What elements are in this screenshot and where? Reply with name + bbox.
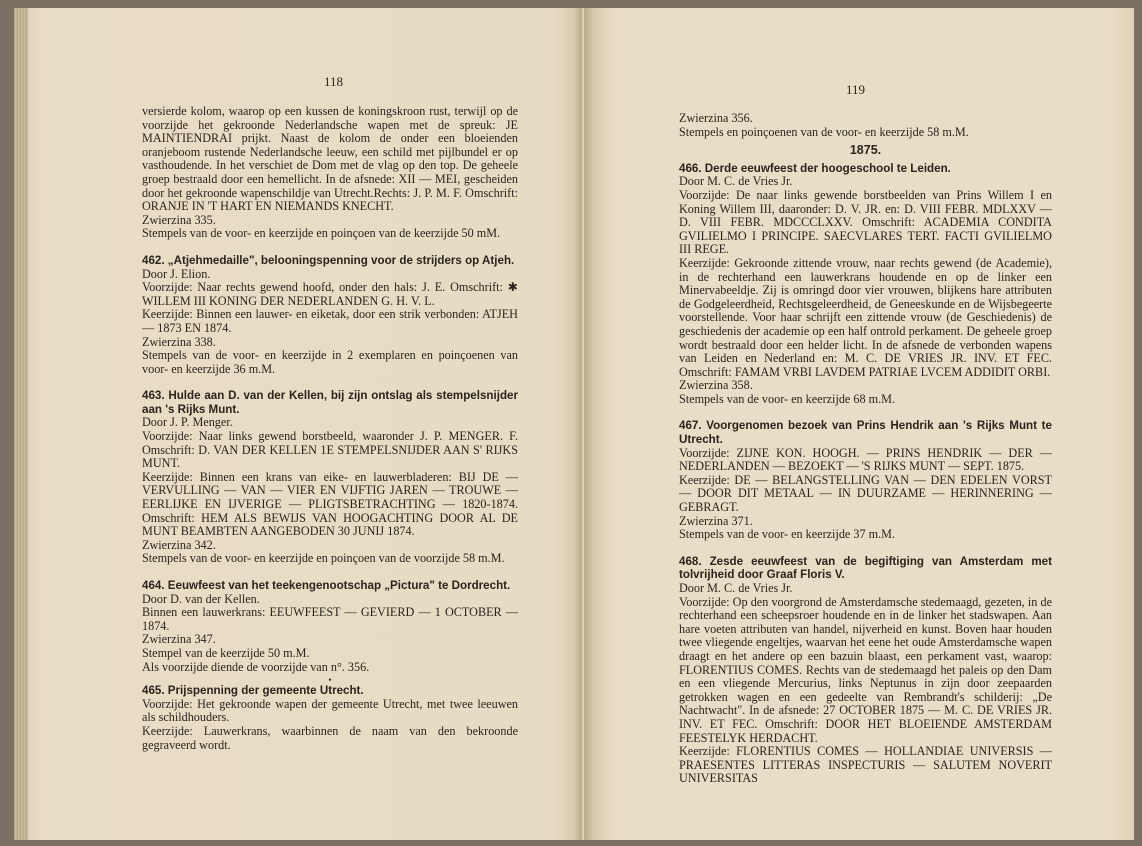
entry-line: Als voorzijde diende de voorzijde van n°. 356. (142, 659, 370, 674)
entry-line: Zwierzina 342. (142, 537, 216, 552)
left-page-text (142, 105, 518, 752)
paragraph: versierde kolom, waarop op een kussen de koningskroon rust, terwijl op de voorzijde het gekroonde Nederlandsche wapen met de spreuk: JE MAINTIENDRAI prijkt. Naast de kolom de onder een bloeienden oranjeboom rustende Nederlandsche leeuw, een schild met pijlbundel er op vasthoudende. In het verschiet de Dom met de vlag op den top. De geheele groep bestraald door een hemellicht. In de afsnede: XII — MEI, gescheiden door het gekroonde wapenschildje van Utrecht.Rechts: J. P. M. F. Omschrift: ORANJE IN 'T HART EN NIEMANDS KNECHT. (142, 104, 518, 214)
entry-line: Voorzijde: Naar links gewend borstbeeld, waaronder J. P. MENGER. F. Omschrift: D. VAN DER KELLEN 1E STEMPELSNIJDER AAN S' RIJKS MUNT. (142, 429, 518, 471)
entry-line: Voorzijde: Op den voorgrond de Amsterdamsche stedemaagd, gezeten, in de rechterhand een scheepsroer houdende en in de linker het stadswapen. Aan hare voeten attributen van handel, nijverheid en kunst. Boven haar houden twee vliegende engeltjes, waarvan het eene het oude Amsterdamsche wapen draagt en het andere op een bazuin blaast, een perkament vast, waarop: FLORENTIUS COMES. Rechts van de stedemaagd het paleis op den Dam en een vliegende Mercurius, links Neptunus in zijn door zeepaarden getrokken wagen en een gedeelte van Rembrandt's schilderij: „De Nachtwacht". In de afsnede: 27 OCTOBER 1875 — M. C. DE VRIES JR. INV. ET FEC. Omschrift: DOOR HET BLOEIENDE AMSTERDAM FEESTELYK HERDACHT. (679, 594, 1052, 745)
entry-heading-463: 463. Hulde aan D. van der Kellen, bij zijn ontslag als stempelsnijder aan 's Rijks Munt. (142, 389, 518, 416)
entry-heading-468: 468. Zesde eeuwfeest van de begiftiging van Amsterdam met tolvrijheid door Graaf Floris V. (679, 554, 1052, 582)
entry-line: Zwierzina 338. (142, 334, 216, 349)
entry-line: Voorzijde: De naar links gewende borstbeelden van Prins Willem I en Koning Willem III, daaronder: D. V. JR. en: D. VIII FEBR. MDLXXV — D. VIII FEBR. MDCCCLXXV. Omschrift: ACADEMIA CONDITA GVILIELMO I PRINCIPE. SAECVLARES TERT. FACTI GVILIELMO III REGE. (679, 187, 1052, 257)
entry-line: Binnen een lauwerkrans: EEUWFEEST — GEVIERD — 1 OCTOBER — 1874. (142, 605, 518, 633)
entry-line: Voorzijde: Naar rechts gewend hoofd, onder den hals: J. E. Omschrift: ✱ WILLEM III KONING DER NEDERLANDEN G. H. V. L. (142, 280, 518, 308)
entry-line: Keerzijde: Gekroonde zittende vrouw, naar rechts gewend (de Academie), in de rechterhand een lauwerkrans houdende en op de linker een Minervabeeldje. Zij is omringd door vier vrouwen, blijkens hare attributen de Godgeleerdheid, Rechtsgeleerdheid, de Geneeskunde en de Wijsbegeerte voorstellende. Voor haar schrijft een zittende vrouw (de Geschiedenis) de geschiedenis der academie op een half ontrold perkament. De geheele groep wordt bestraald door een helder licht. In de afsnede de verbonden wapens van Leiden en Nederland en: M. C. DE VRIES JR. INV. ET FEC. Omschrift: FAMAM VRBI LAVDEM PATRIAE LVCEM ADDIDIT ORBI. (679, 255, 1052, 379)
book-spread (14, 8, 1134, 840)
entry-heading-465: 465. Prijspenning der gemeente Utrecht. (142, 684, 364, 698)
entry-line: Stempels van de voor- en keerzijde 37 m.M. (679, 527, 896, 542)
entry-heading-467: 467. Voorgenomen bezoek van Prins Hendrik aan 's Rijks Munt te Utrecht. (679, 419, 1052, 447)
paragraph: Stempels en poinçoenen van de voor- en keerzijde 58 m.M. (679, 124, 969, 139)
entry-line: Keerzijde: Binnen een krans van eike- en lauwerbladeren: BIJ DE — VERVULLING — VAN — VIER EN VIJFTIG JAREN — TROUWE — EERLIJKE EN IJVERIGE — PLIGTSBETRACHTING — 1820-1874. Omschrift: HEM ALS BEWIJS VAN HOOGACHTING DOOR AL DE MUNT BEAMBTEN AANGEBODEN 30 JUNIJ 1874. (142, 469, 518, 539)
paragraph: Zwierzina 356. (679, 111, 753, 125)
entry-byline: Door J. Elion. (142, 266, 211, 281)
entry-line: Zwierzina 358. (679, 378, 753, 393)
entry-byline: Door D. van der Kellen. (142, 591, 260, 606)
entry-heading-466: 466. Derde eeuwfeest der hoogeschool te Leiden. (679, 161, 951, 175)
entry-line: Stempel van de keerzijde 50 m.M. (142, 645, 310, 660)
entry-line: Keerzijde: FLORENTIUS COMES — HOLLANDIAE UNIVERSIS — PRAESENTES LITTERAS INSPECTURIS — SALUTEM NOVERIT UNIVERSITAS (679, 744, 1052, 786)
entry-line: Keerzijde: Lauwerkrans, waarbinnen de naam van den bekroonde gegraveerd wordt. (142, 723, 518, 752)
left-page (14, 8, 582, 840)
entry-byline: Door M. C. de Vries Jr. (679, 581, 793, 595)
entry-line: Stempels van de voor- en keerzijde 68 m.M. (679, 391, 896, 406)
entry-line: Zwierzina 371. (679, 513, 753, 528)
entry-line: Keerzijde: Binnen een lauwer- en eiketak, door een strik verbonden: ATJEH — 1873 EN 1874. (142, 307, 518, 335)
page-edge-stack (14, 8, 28, 840)
year-heading: 1875. (849, 143, 882, 158)
entry-line: Zwierzina 347. (142, 632, 216, 647)
entry-heading-464: 464. Eeuwfeest van het teekengenootschap „Pictura" te Dordrecht. (142, 579, 511, 592)
right-page (584, 8, 1134, 840)
entry-line: Voorzijde: Het gekroonde wapen der gemeente Utrecht, met twee leeuwen als schildhouders. (142, 696, 518, 725)
paragraph: Zwierzina 335. (142, 212, 216, 227)
entry-line: Stempels van de voor- en keerzijde in 2 exemplaren en poinçoenen van voor- en keerzijde 36 m.M. (142, 348, 518, 376)
entry-heading-462: 462. „Atjehmedaille", belooningspenning voor de strijders op Atjeh. (142, 253, 515, 267)
page-number-right: 119 (846, 82, 866, 97)
entry-byline: Door M. C. de Vries Jr. (679, 174, 793, 189)
right-page-text (679, 112, 1052, 786)
page-number-left: 118 (324, 74, 344, 89)
entry-byline: Door J. P. Menger. (142, 415, 233, 430)
entry-line: Stempels van de voor- en keerzijde en poinçoen van de voorzijde 58 m.M. (142, 551, 505, 566)
entry-line: Keerzijde: DE — BELANGSTELLING VAN — DEN EDELEN VORST — DOOR DIT METAAL — IN DUURZAME — HERINNERING — GEBRAGT. (679, 472, 1052, 515)
entry-line: Voorzijde: ZIJNE KON. HOOGH. — PRINS HENDRIK — DER — NEDERLANDEN — BEZOEKT — 'S RIJKS MUNT — SEPT. 1875. (679, 445, 1052, 474)
paragraph: Stempels van de voor- en keerzijde en poinçoen van de keerzijde 50 mM. (142, 226, 501, 241)
ornament-mark: • (328, 675, 332, 686)
